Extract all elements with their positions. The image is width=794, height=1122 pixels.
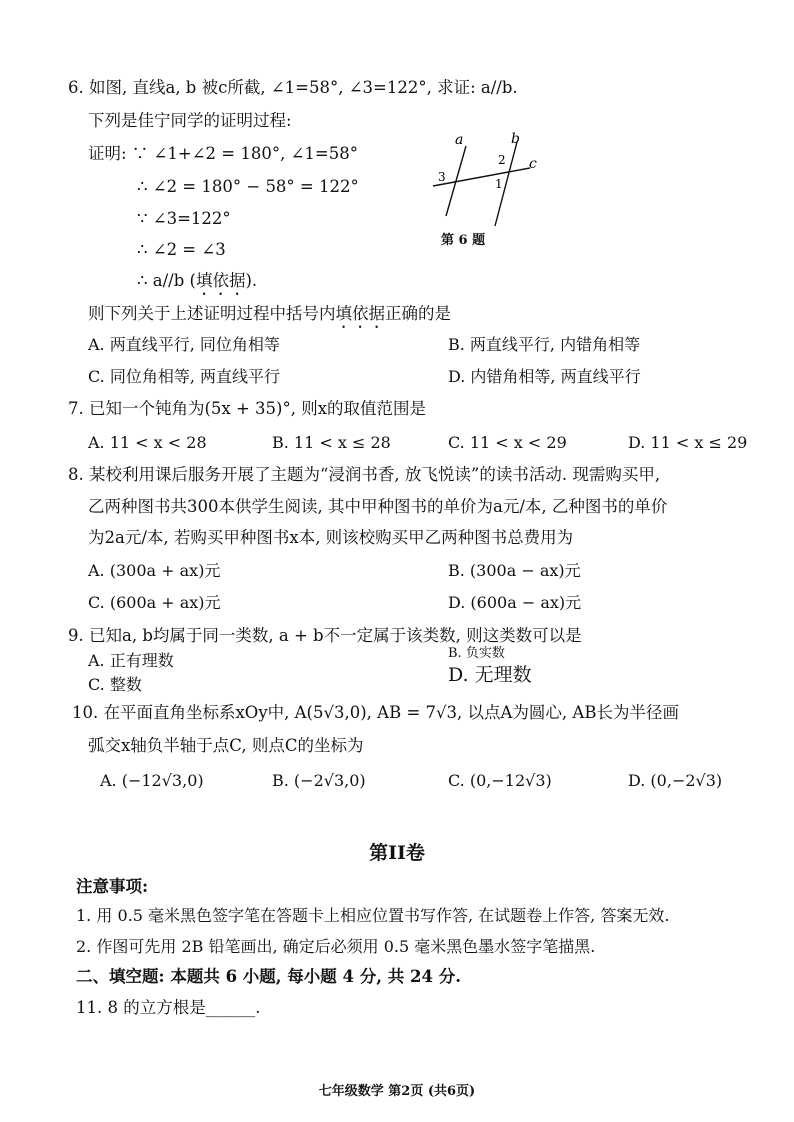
q6-figure-caption: 第 6 题 bbox=[441, 233, 486, 248]
label-b: b bbox=[511, 131, 520, 147]
notice-1: 1. 用 0.5 毫米黑色签字笔在答题卡上相应位置书写作答, 在试题卷上作答, 答案无效. bbox=[76, 906, 670, 925]
q8-option-b: B. (300a − ax)元 bbox=[448, 561, 581, 580]
label-a: a bbox=[455, 132, 464, 148]
q11-stem: 11. 8 的立方根是______. bbox=[76, 998, 261, 1017]
q8-option-c: C. (600a + ax)元 bbox=[88, 593, 221, 612]
q6-option-a: A. 两直线平行, 同位角相等 bbox=[88, 335, 280, 354]
q6-proof-line-1: 证明: ∵ ∠1+∠2 = 180°, ∠1=58° bbox=[88, 144, 358, 163]
q8-line-1: 8. 某校利用课后服务开展了主题为“浸润书香, 放飞悦读”的读书活动. 现需购买甲, bbox=[68, 465, 661, 484]
q8-line-2: 乙两种图书共300本供学生阅读, 其中甲种图书的单价为a元/本, 乙种图书的单价 bbox=[88, 497, 668, 516]
q6-question: 则下列关于上述证明过程中括号内填依据正确的是 bbox=[88, 304, 451, 323]
q7-option-a: A. 11 < x < 28 bbox=[88, 433, 207, 452]
q9-stem: 9. 已知a, b均属于同一类数, a + b不一定属于该类数, 则这类数可以是 bbox=[68, 626, 582, 645]
q8-option-d: D. (600a − ax)元 bbox=[448, 593, 582, 612]
q10-option-d: D. (0,−2√3) bbox=[628, 771, 723, 790]
q10-line-1: 10. 在平面直角坐标系xOy中, A(5√3,0), AB = 7√3, 以点A为圆心, AB长为半径画 bbox=[72, 703, 679, 722]
label-angle-3: 3 bbox=[438, 170, 446, 184]
q10-option-a: A. (−12√3,0) bbox=[100, 771, 204, 790]
q6-proof-line-5: ∴ a//b (填依据). bbox=[137, 271, 258, 290]
q7-option-b: B. 11 < x ≤ 28 bbox=[272, 433, 391, 452]
q10-option-b: B. (−2√3,0) bbox=[272, 771, 366, 790]
line-c bbox=[433, 168, 530, 186]
q6-intro: 下列是佳宁同学的证明过程: bbox=[88, 111, 292, 130]
q9-option-a: A. 正有理数 bbox=[88, 651, 174, 670]
q6-option-b: B. 两直线平行, 内错角相等 bbox=[448, 335, 641, 354]
fill-blank-header: 二、填空题: 本题共 6 小题, 每小题 4 分, 共 24 分. bbox=[76, 967, 461, 986]
label-angle-1: 1 bbox=[495, 177, 503, 191]
q9-option-b: B. 负实数 bbox=[448, 646, 505, 661]
q6-option-d: D. 内错角相等, 两直线平行 bbox=[448, 367, 641, 386]
q6-figure bbox=[425, 128, 555, 228]
q6-proof-line-4: ∴ ∠2 = ∠3 bbox=[137, 240, 226, 259]
section-title: 第II卷 bbox=[369, 842, 425, 864]
q7-stem: 7. 已知一个钝角为(5x + 35)°, 则x的取值范围是 bbox=[68, 399, 427, 418]
q10-option-c: C. (0,−12√3) bbox=[448, 771, 552, 790]
notice-2: 2. 作图可先用 2B 铅笔画出, 确定后必须用 0.5 毫米黑色墨水签字笔描黑. bbox=[76, 937, 596, 956]
q7-option-d: D. 11 < x ≤ 29 bbox=[628, 433, 748, 452]
notice-title: 注意事项: bbox=[76, 877, 149, 896]
q10-line-2: 弧交x轴负半轴于点C, 则点C的坐标为 bbox=[88, 736, 364, 755]
label-angle-2: 2 bbox=[498, 153, 506, 167]
q7-option-c: C. 11 < x < 29 bbox=[448, 433, 567, 452]
q6-proof-line-3: ∵ ∠3=122° bbox=[137, 209, 231, 228]
page-footer: 七年级数学 第2页 (共6页) bbox=[318, 1084, 476, 1099]
label-c: c bbox=[529, 156, 537, 172]
q8-line-3: 为2a元/本, 若购买甲种图书x本, 则该校购买甲乙两种图书总费用为 bbox=[88, 528, 574, 547]
q9-option-d: D. 无理数 bbox=[448, 664, 532, 686]
q6-stem: 6. 如图, 直线a, b 被c所截, ∠1=58°, ∠3=122°, 求证: a//b. bbox=[68, 78, 518, 97]
q9-option-c: C. 整数 bbox=[88, 675, 142, 694]
q6-proof-line-2: ∴ ∠2 = 180° − 58° = 122° bbox=[137, 177, 359, 196]
q6-option-c: C. 同位角相等, 两直线平行 bbox=[88, 367, 281, 386]
q8-option-a: A. (300a + ax)元 bbox=[88, 561, 221, 580]
